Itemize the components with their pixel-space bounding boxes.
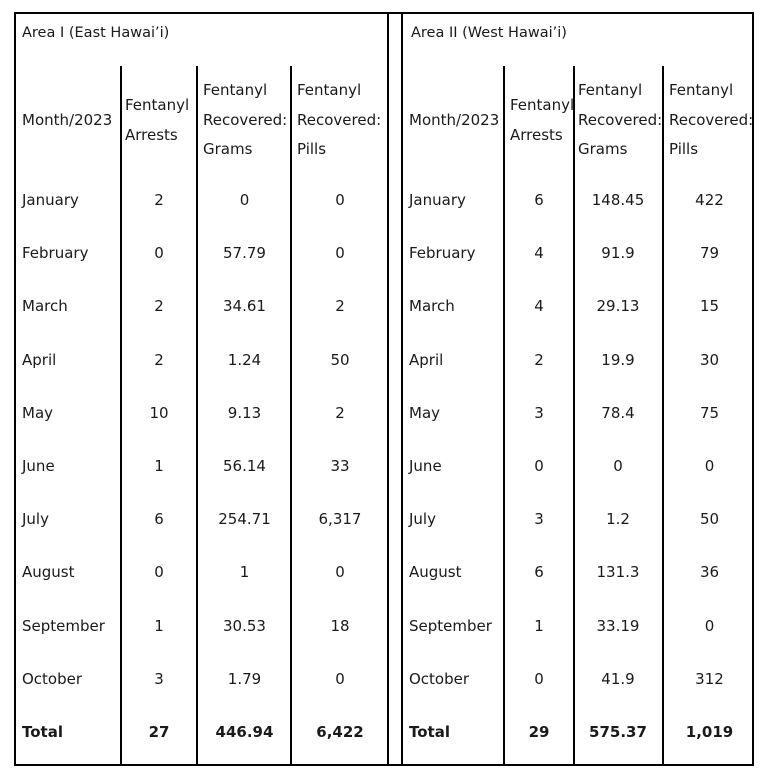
column-header-arrests [510,91,574,150]
cell-month: April [22,350,57,369]
header-line: Fentanyl [203,81,268,99]
cell-grams: 1.24 [227,350,262,369]
cell-month: September [409,616,492,635]
header-line: Recovered: [669,110,754,129]
cell-arrests: 2 [154,191,164,209]
cell-pills: 0 [335,191,345,209]
header-line: Fentanyl [669,81,734,99]
cell-month: June [409,457,442,475]
header-line: Grams [578,140,628,158]
header-line: Pills [669,140,699,158]
cell-arrests: 3 [534,403,544,422]
area-title: Area I (East Hawai’i) [22,25,170,41]
cell-month: January [409,191,466,209]
cell-pills: 33 [330,457,350,475]
total-grams: 446.94 [215,723,274,741]
cell-grams: 254.71 [218,510,271,529]
cell-pills: 0 [704,616,715,635]
cell-month: August [409,563,462,582]
cell-month: June [22,457,55,475]
cell-grams: 29.13 [596,297,640,316]
cell-pills: 50 [699,510,720,529]
cell-month: July [22,510,49,529]
cell-arrests: 0 [154,563,164,582]
cell-pills: 30 [699,350,720,369]
cell-pills: 0 [335,669,345,688]
cell-month: July [409,510,436,529]
cell-month: August [22,563,75,582]
cell-grams: 0 [239,191,250,209]
area-title: Area II (West Hawai’i) [411,25,567,41]
header-line: Arrests [125,125,178,144]
cell-grams: 34.61 [223,297,266,316]
cell-arrests: 1 [154,457,164,475]
total-arrests: 27 [148,723,170,741]
cell-pills: 0 [335,244,345,263]
cell-pills: 2 [335,297,345,316]
cell-arrests: 3 [154,669,164,688]
cell-arrests: 0 [534,457,544,475]
cell-grams: 131.3 [596,563,640,582]
cell-arrests: 1 [534,616,544,635]
column-header-pills [669,76,753,165]
column-header-grams [203,76,287,165]
cell-arrests: 3 [534,510,544,529]
area-one-panel [14,12,389,766]
cell-grams: 30.53 [223,616,266,635]
header-line: Pills [297,140,327,158]
cell-arrests: 1 [154,616,164,635]
cell-pills: 79 [699,244,720,263]
cell-pills: 6,317 [318,510,362,529]
cell-pills: 75 [699,403,720,422]
cell-grams: 56.14 [223,457,266,475]
cell-pills: 2 [335,403,345,422]
column-header-arrests [125,91,189,150]
cell-arrests: 2 [154,297,164,316]
cell-grams: 148.45 [591,191,645,209]
cell-grams: 9.13 [227,403,262,422]
cell-month: March [409,297,455,316]
cell-month: May [22,403,54,422]
cell-arrests: 6 [534,563,544,582]
column-header-grams [578,76,662,165]
cell-grams: 78.4 [601,403,635,422]
total-pills: 1,019 [685,723,734,741]
total-month: Total [409,723,450,741]
total-arrests: 29 [528,723,550,741]
header-line: Recovered: [203,110,288,129]
cell-arrests: 2 [534,350,544,369]
cell-month: October [409,669,470,688]
cell-pills: 50 [330,350,350,369]
cell-pills: 36 [699,563,720,582]
header-line: Recovered: [578,110,663,129]
cell-arrests: 4 [534,297,544,316]
cell-month: February [409,244,476,263]
header-line: Fentanyl [297,81,362,99]
cell-grams: 41.9 [601,669,635,688]
cell-pills: 0 [704,457,715,475]
cell-pills: 0 [335,563,345,582]
cell-grams: 91.9 [601,244,635,263]
cell-arrests: 0 [534,669,544,688]
cell-pills: 422 [695,191,724,209]
header-line: Fentanyl [510,96,575,114]
header-line: Grams [203,140,253,158]
cell-month: October [22,669,83,688]
area-two-panel [401,12,754,766]
cell-month: September [22,616,105,635]
column-header-month: Month/2023 [409,111,500,129]
total-month: Total [22,723,63,741]
total-pills: 6,422 [316,723,364,741]
column-header-month: Month/2023 [22,111,113,129]
cell-month: February [22,244,89,263]
cell-grams: 1 [239,563,250,582]
cell-month: April [409,350,444,369]
cell-pills: 312 [695,669,724,688]
cell-arrests: 0 [154,244,164,263]
cell-month: March [22,297,68,316]
cell-pills: 18 [330,616,350,635]
cell-grams: 57.79 [223,244,266,263]
column-header-pills [297,76,381,165]
cell-month: January [22,191,79,209]
cell-grams: 19.9 [601,350,635,369]
cell-arrests: 6 [154,510,164,529]
cell-arrests: 4 [534,244,544,263]
header-line: Arrests [510,125,563,144]
cell-arrests: 2 [154,350,164,369]
cell-grams: 1.2 [606,510,630,529]
header-line: Fentanyl [578,81,643,99]
header-line: Fentanyl [125,96,190,114]
total-grams: 575.37 [589,723,647,741]
cell-grams: 0 [613,457,623,475]
cell-grams: 1.79 [227,669,262,688]
cell-grams: 33.19 [596,616,640,635]
cell-pills: 15 [699,297,720,316]
header-line: Recovered: [297,110,382,129]
cell-month: May [409,403,441,422]
cell-arrests: 6 [534,191,544,209]
cell-arrests: 10 [149,403,169,422]
